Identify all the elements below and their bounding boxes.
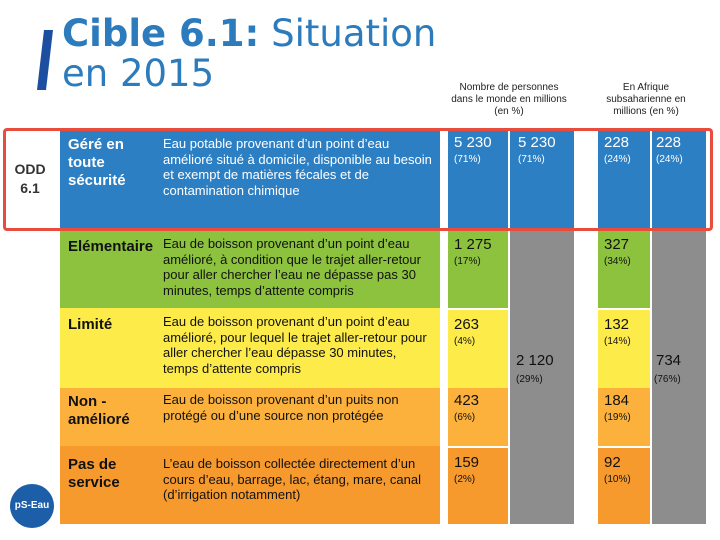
title-line2: en 2015 [62,52,215,95]
world-pct-unimproved: (6%) [454,412,476,423]
world-pct-limited: (4%) [454,336,476,347]
world-pct-safe: (71%) [454,154,481,165]
africa-cell-unimproved [598,388,650,446]
page-title [62,14,436,94]
africa-pct-unimproved: (19%) [604,412,631,423]
row-desc-basic: Eau de boisson provenant d’un point d’eau amélioré, à condition que le trajet aller-retour pour aller chercher l’eau ne dépasse pas 30 minutes, temps d’attente compris [163,236,421,298]
africa-pct-surface: (10%) [604,474,631,485]
title-accent-bar [37,30,53,90]
world-value-safe: 5 230 [454,134,492,151]
africa-total-other-pct: (76%) [654,374,681,385]
africa-column-header: En Afrique subsaharienne en millions (en %) [606,82,686,117]
row-desc-unimproved: Eau de boisson provenant d’un puits non protégé ou d’une source non protégée [163,392,399,423]
africa-total-other-value: 734 [656,352,682,369]
world-total-other [510,230,574,524]
africa-cell-limited [598,310,650,388]
africa-pct-safe: (24%) [604,154,631,165]
odd-label-line1: ODD [14,161,46,177]
africa-cell-surface [598,448,650,524]
africa-value-limited: 132 [604,316,630,333]
africa-value-surface: 92 [604,454,621,471]
world-value-surface: 159 [454,454,480,471]
title-bold: Cible 6.1: [62,12,260,55]
africa-total-safe-value: 228 [656,134,682,151]
row-desc-safe: Eau potable provenant d’un point d’eau amélioré situé à domicile, disponible au besoin et exempt de matières fécales et de contamination chimique [163,136,432,198]
world-value-basic: 1 275 [454,236,492,253]
world-total-other-pct: (29%) [516,374,543,385]
world-pct-surface: (2%) [454,474,476,485]
africa-pct-basic: (34%) [604,256,631,267]
row-label-surface: Pas de service [68,456,120,491]
world-cell-basic [448,230,508,308]
row-label-safe: Géré en toute sécurité [68,136,126,189]
africa-value-unimproved: 184 [604,392,630,409]
world-total-other-value: 2 120 [516,352,554,369]
odd-label-line2: 6.1 [20,180,40,196]
title-rest: Situation [259,12,437,55]
world-value-limited: 263 [454,316,480,333]
world-column-header: Nombre de personnes dans le monde en millions (en %) [451,82,567,117]
world-total-safe-value: 5 230 [518,134,556,151]
africa-value-safe: 228 [604,134,630,151]
row-desc-surface: L’eau de boisson collectée directement d’un cours d’eau, barrage, lac, étang, mare, canal (d’irrigation notamment) [163,456,421,502]
world-cell-limited [448,310,508,388]
ps-eau-logo: pS-Eau [10,484,54,528]
row-label-basic: Elémentaire [68,238,154,255]
africa-pct-limited: (14%) [604,336,631,347]
africa-value-basic: 327 [604,236,630,253]
world-cell-unimproved [448,388,508,446]
row-label-unimproved: Non - amélioré [68,393,130,428]
world-pct-basic: (17%) [454,256,481,267]
row-label-limited: Limité [68,316,113,333]
africa-total-safe-pct: (24%) [656,154,683,165]
highlight-frame [3,128,713,231]
row-desc-limited: Eau de boisson provenant d’un point d’eau amélioré, pour lequel le trajet aller-retour pour aller chercher l’eau dépasse 30 minutes, temps d’attente compris [163,314,427,376]
world-value-unimproved: 423 [454,392,480,409]
world-cell-surface [448,448,508,524]
africa-cell-basic [598,230,650,308]
africa-total-other [652,230,706,524]
world-total-safe-pct: (71%) [518,154,545,165]
